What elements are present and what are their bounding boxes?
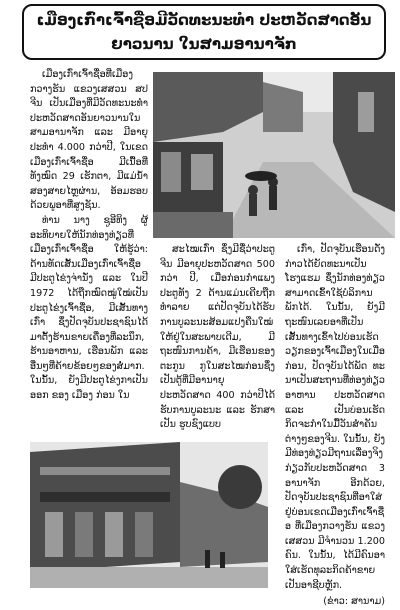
article-headline: ເມືອງເກົ່າເຈົ້າຊື່ອມີວັດທະນະທຳ ປະຫວັດສາດອັນຍາວນານ ໃນສາມອານາຈັກ (22, 4, 386, 60)
street-photo-graphic (153, 72, 395, 238)
old-town-street-photo (153, 72, 395, 238)
article-credit: (ຂ່າວ: ສານາມ) (323, 596, 385, 608)
paragraph-3: ສະໄໝເກົ່າ ຊຶ່ງມີຊື່ວ່າປະຕູຈີນ ມີອາຍຸປະຫວັດສາດ 500 ກວ່າ ປີ, ເມື່ອກ່ອນກຳແພງປະຕູທັງ 2 ດ້ານແມ່ນເຄີຍຖືກທຳລາຍ ແຕ່ປັດຈຸບັນໄດ້ຮັບການບູລະນະສ້ອມແປງຄືນໃໝ່ໃຫ້ຢູ່ໃນສະພາບເດີມ, ມີຖະໜົນການຄ້າ, ມີເຮືອນຂອງ ຕະກູນ ກູໃນສະໄໝກ່ອນຊຶ່ງ ເປັນຕູ້ທີ່ມີອານາຍຸປະຫວັດສາດ 400 ກວ່າປີໄດ້ຮັບການບູລະນະ ແລະ ຮັກສາເປັນ ຮູບຊົງແບບ (160, 244, 275, 431)
article-column-1 (30, 68, 148, 440)
building-photo-graphic (30, 442, 268, 588)
paragraph-2: ທ່ານ ນາງ ຊູອີທິງ ຜູ້ອະທິບາຍໃຫ້ນັກທ່ອງທ່ຽວທີ່ ເມືອງເກົ່າເຈົ້າຊື່ອ ໃຫ້ຮູ້ວ່າ: ດ້ານທັດເສັ້ນເມືອງເກົ່າເຈົ້າຊື່ອ ມີປະຕູໄຂ່ງຈ່ານັ່ງ ແລະ ໃນປີ 1972 ໄດ້ຖືກໝົດໝູ່ໃໝ່ເປັນປະຕູໄຂ່ງເຈົ້າຊື່ອ, ມີເສັ້ນທາງ ເກົ່າ ຊຶ່ງປັດຈຸບັນປະຊາຊົນໄດ້ມາຕັ້ງຮ້ານຂາຍເຄື່ອງທີ່ລະນຶກ, ຮ້ານອາຫານ, ເຮືອນພັກ ແລະ ອື່ນໆທີ່ຄ້າຍຂ້ອຍໆຂອງສໍ່ມາກ. ໃນນັ້ນ, ຍັງມີປະຕູໄຂ່ງກາເປັນ ອອກ ຂອງ ເມືອງ ກ່ອນ ໃນ (30, 214, 148, 402)
paragraph-1: ເມືອງເກົ່າເຈົ້າຊື່ອທີ່ເມືອງກວາງຮັນ ແຂວງເສສວນ ສປ ຈີນ ເປັນເມືອງທີ່ມີວັດທະນະທຳ ປະຫວັດສາດອັນຍາວນານໃນ ສາມອານາຈັກ ແລະ ມີອາຍຸ ປະທຳ 4.000 ກວ່າປີ, ໃນເຂດ ເມືອງເກົ່າເຈົ້າຊື່ອ ມີເນື້ອທີ່ທັງໝົດ 29 ເຮັກຕາ, ມີແມ່ນ້ຳສອງສາຍໄຫຼຜ່ານ, ອ້ອມຮອບດ້ວຍພູອາທີ່ສູງຊັນ. (30, 69, 148, 212)
paragraph-4: ເກົ່າ, ປັດຈຸບັນເຮືອນດັ່ງກ່າວໄດ້ຍັດທະນາເປັນໂຮງແຮມ ຊຶ່ງນັກທ່ອງທ່ຽວສາມາດເຂົ້າໃຊ້ບໍລິການພັກໄດ້. ໃນນັ້ນ, ຍັງມີຖະໜົນເລຍອາທີ່ເປັນເສັ້ນທາງເຂົ້າໄປບ່ອນເຮັດວຽກຂອງເຈົ້າເມືອງໃນເມື່ອກ່ອນ, ປັດຈຸບັນໄດ້ພັດ ທະນາເປັນສະຖານທີ່ທ່ອງທ່ຽວອາຫານ ປະຫວັດສາດ ແລະ ເປັນບ່ອນເຮັດກິດຈະກຳໃນມື້ວັນສຳຄັນຕ່າງໆຂອງຈີນ. ໃນນັ້ນ, ຍັງມີທ່ອງທ່ຽວມີຖານເລື່ອງຈິງ ກ່ຽວກັບປະຫວັດສາດ 3 ອານາຈັກ ອີກດ້ວຍ, ປັດຈຸບັນປະຊາຊົນທີ່ອາໃສ່ຢູ່ບ່ອນເຂດເມືອງເກົ່າເຈົ້າຊື່ອ ທີ່ເມືອງກວາງຮັນ ແຂວງເສສວນ ມີຈຳນວນ 1.200 ຄົນ. ໃນນັ້ນ, ໄດ້ມີຄົນອາໃສ່ເຮັດທຸລະກິດຄ້າຂາຍເປັນອາຊີບຫຼັກ. (285, 244, 385, 591)
old-town-building-photo (30, 442, 268, 588)
article-column-3 (285, 243, 385, 608)
